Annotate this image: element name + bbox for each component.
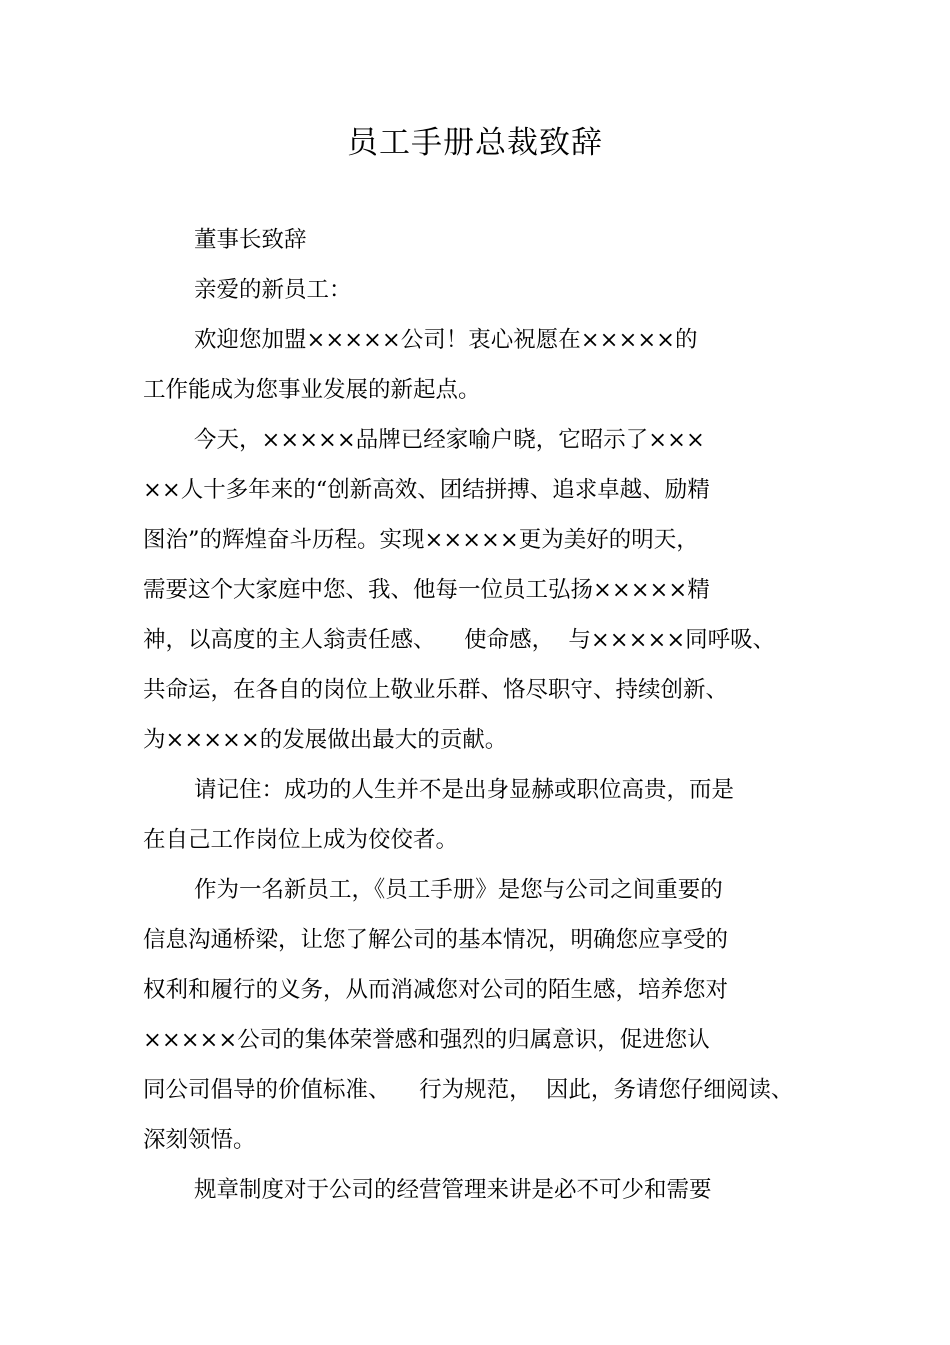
text-line: 图治”的辉煌奋斗历程。实现×××××更为美好的明天， [143, 527, 699, 553]
text-line: 权利和履行的义务，从而消减您对公司的陌生感，培养您对 [143, 977, 729, 1003]
text-line: 规章制度对于公司的经营管理来讲是必不可少和需要 [194, 1177, 712, 1203]
text-line: 工作能成为您事业发展的新起点。 [143, 377, 481, 403]
text-line-heading: 董事长致辞 [194, 227, 307, 253]
text-line-salutation: 亲爱的新员工： [194, 277, 352, 303]
text-line: 需要这个大家庭中您、我、他每一位员工弘扬×××××精 [143, 577, 710, 603]
text-line: 作为一名新员工，《员工手册》是您与公司之间重要的 [194, 877, 723, 903]
document-title: 员工手册总裁致辞 [347, 125, 603, 161]
text-line: 信息沟通桥梁，让您了解公司的基本情况，明确您应享受的 [143, 927, 729, 953]
text-line: 共命运，在各自的岗位上敬业乐群、恪尽职守、持续创新、 [143, 677, 729, 703]
text-line: 为×××××的发展做出最大的贡献。 [143, 727, 508, 753]
text-line: 同公司倡导的价值标准、 行为规范， 因此，务请您仔细阅读、 [143, 1077, 794, 1103]
text-line: 深刻领悟。 [143, 1127, 256, 1153]
text-line: 今天，×××××品牌已经家喻户晓，它昭示了××× [194, 427, 705, 453]
text-line: 在自己工作岗位上成为佼佼者。 [143, 827, 459, 853]
text-line: 神，以高度的主人翁责任感、 使命感， 与×××××同呼吸、 [143, 627, 776, 653]
text-line: 欢迎您加盟×××××公司！衷心祝愿在×××××的 [194, 327, 698, 353]
text-line: ××人十多年来的“创新高效、团结拼搏、追求卓越、励精 [143, 477, 710, 503]
text-line: 请记住：成功的人生并不是出身显赫或职位高贵，而是 [194, 777, 735, 803]
text-line: ×××××公司的集体荣誉感和强烈的归属意识，促进您认 [143, 1027, 710, 1053]
